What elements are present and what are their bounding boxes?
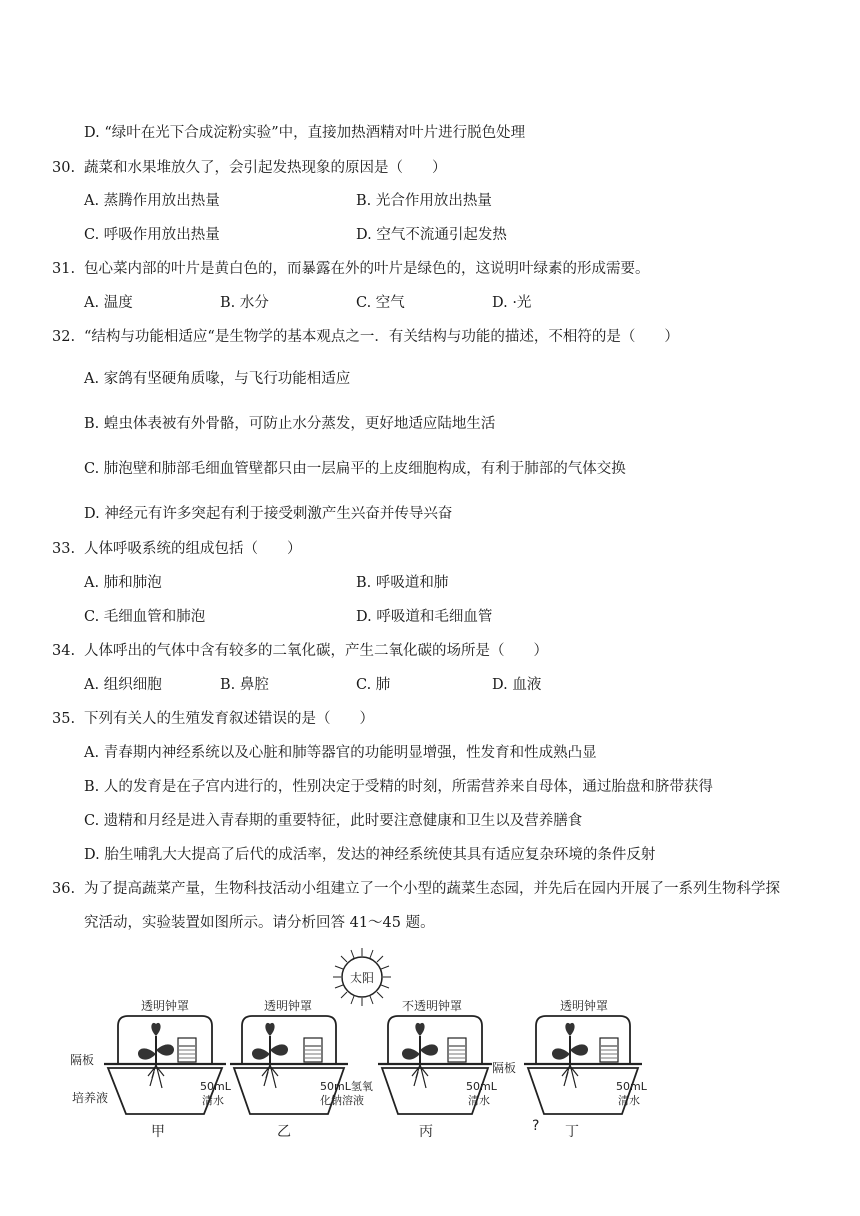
experiment-figure [70, 944, 670, 1174]
q32-option-b: B. 蝗虫体表被有外骨骼，可防止水分蒸发，更好地适应陆地生活 [84, 416, 496, 432]
liquid-label-yi-1: 50mL氢氧 [320, 1080, 373, 1093]
q36-stem-line2: 究活动，实验装置如图所示。请分析回答 41～45 题。 [84, 915, 435, 931]
liquid-label-ding-1: 50mL [616, 1080, 647, 1093]
q35-option-d: D. 胎生哺乳大大提高了后代的成活率，发达的神经系统使其具有适应复杂环境的条件反射 [84, 847, 656, 863]
sun-label: 太阳 [349, 971, 375, 985]
q32-number: 32. [52, 329, 76, 345]
liquid-label-jia-1: 50mL [200, 1080, 231, 1093]
liquid-label-jia-2: 清水 [202, 1094, 224, 1107]
q34-option-a: A. 组织细胞 [84, 677, 162, 693]
q34-number: 34. [52, 643, 76, 659]
q29-option-d: D. “绿叶在光下合成淀粉实验”中，直接加热酒精对叶片进行脱色处理 [84, 125, 526, 141]
q31-option-d: D. ·光 [492, 295, 532, 311]
question-mark: ? [532, 1118, 540, 1134]
cover-label-yi: 透明钟罩 [263, 999, 313, 1013]
q30-number: 30. [52, 160, 76, 176]
cover-label-bing: 不透明钟罩 [401, 999, 463, 1013]
setup-name-yi: 乙 [277, 1124, 291, 1140]
cover-label-ding: 透明钟罩 [559, 999, 609, 1013]
q35-stem: 下列有关人的生殖发育叙述错误的是（ ） [84, 711, 374, 727]
q33-option-a: A. 肺和肺泡 [84, 575, 162, 591]
q30-option-c: C. 呼吸作用放出热量 [84, 227, 220, 243]
liquid-label-bing-2: 清水 [468, 1094, 490, 1107]
q33-option-b: B. 呼吸道和肺 [356, 575, 449, 591]
q33-option-d: D. 呼吸道和毛细血管 [356, 609, 493, 625]
q33-option-c: C. 毛细血管和肺泡 [84, 609, 206, 625]
q35-number: 35. [52, 711, 76, 727]
q34-option-d: D. 血液 [492, 677, 542, 693]
q32-stem: “结构与功能相适应“是生物学的基本观点之一．有关结构与功能的描述，不相符的是（ ） [84, 329, 679, 345]
q36-number: 36. [52, 881, 76, 897]
setup-name-bing: 丙 [419, 1124, 433, 1140]
q31-number: 31. [52, 261, 76, 277]
q32-option-c: C. 肺泡壁和肺部毛细血管壁都只由一层扁平的上皮细胞构成，有利于肺部的气体交换 [84, 461, 626, 477]
q33-stem: 人体呼吸系统的组成包括（ ） [84, 541, 302, 557]
q31-option-c: C. 空气 [356, 295, 405, 311]
q36-stem-line1: 为了提高蔬菜产量，生物科技活动小组建立了一个小型的蔬菜生态园，并先后在园内开展了一系列生物科学探 [84, 881, 780, 897]
q33-number: 33. [52, 541, 76, 557]
q30-option-d: D. 空气不流通引起发热 [356, 227, 507, 243]
q32-option-a: A. 家鸽有坚硬角质喙，与飞行功能相适应 [84, 371, 351, 387]
q34-option-c: C. 肺 [356, 677, 391, 693]
q31-stem: 包心菜内部的叶片是黄白色的，而暴露在外的叶片是绿色的，这说明叶绿素的形成需要。 [84, 261, 650, 277]
q35-option-a: A. 青春期内神经系统以及心脏和肺等器官的功能明显增强，性发育和性成熟凸显 [84, 745, 597, 761]
cover-label-jia: 透明钟罩 [140, 999, 190, 1013]
q34-option-b: B. 鼻腔 [220, 677, 269, 693]
q35-option-b: B. 人的发育是在子宫内进行的，性别决定于受精的时刻，所需营养来自母体，通过胎盘和脐带获得 [84, 779, 713, 795]
q35-option-c: C. 遗精和月经是进入青春期的重要特征，此时要注意健康和卫生以及营养膳食 [84, 813, 583, 829]
q34-stem: 人体呼出的气体中含有较多的二氧化碳，产生二氧化碳的场所是（ ） [84, 643, 548, 659]
q30-option-a: A. 蒸腾作用放出热量 [84, 193, 220, 209]
separator-label: 隔板 [70, 1053, 95, 1067]
culture-label: 培养液 [72, 1091, 109, 1105]
separator-label-ding: 隔板 [492, 1061, 517, 1075]
setup-name-jia: 甲 [151, 1124, 165, 1140]
q31-option-b: B. 水分 [220, 295, 269, 311]
liquid-label-bing-1: 50mL [466, 1080, 497, 1093]
liquid-label-ding-2: 清水 [618, 1094, 640, 1107]
q30-option-b: B. 光合作用放出热量 [356, 193, 492, 209]
q31-option-a: A. 温度 [84, 295, 133, 311]
liquid-label-yi-2: 化钠溶液 [320, 1094, 364, 1107]
q32-option-d: D. 神经元有许多突起有利于接受刺激产生兴奋并传导兴奋 [84, 506, 453, 522]
q30-stem: 蔬菜和水果堆放久了，会引起发热现象的原因是（ ） [84, 160, 447, 176]
setup-name-ding: 丁 [565, 1124, 579, 1140]
